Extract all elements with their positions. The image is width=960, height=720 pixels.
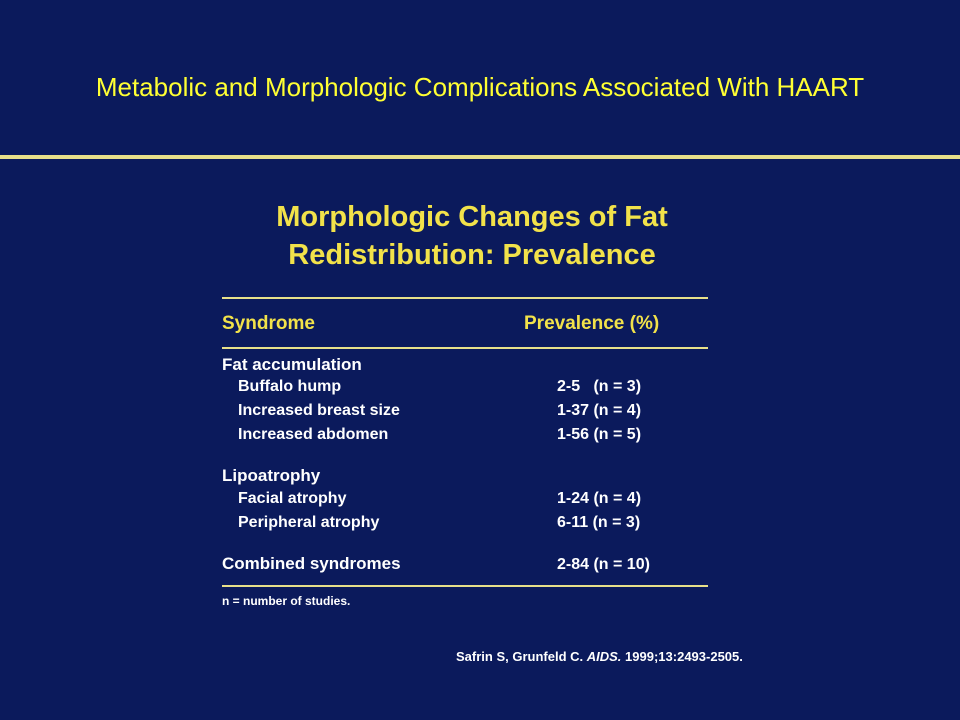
- row-label-buffalo-hump: Buffalo hump: [238, 378, 342, 395]
- column-header-syndrome: Syndrome: [222, 313, 315, 334]
- row-value-peripheral-atrophy: 6-11 (n = 3): [557, 514, 641, 531]
- group-label-fat-accumulation: Fat accumulation: [222, 355, 362, 374]
- title-divider: [0, 155, 960, 159]
- table-top-rule: [222, 297, 708, 299]
- table-heading: [222, 198, 722, 274]
- row-label-increased-abdomen: Increased abdomen: [238, 426, 389, 443]
- row-label-increased-breast-size: Increased breast size: [238, 402, 400, 419]
- citation-authors: Safrin S, Grunfeld C.: [456, 649, 584, 664]
- row-value-increased-breast-size: 1-37 (n = 4): [557, 402, 642, 419]
- row-value-facial-atrophy: 1-24 (n = 4): [557, 490, 642, 507]
- table-header-rule: [222, 347, 708, 349]
- group-label-lipoatrophy: Lipoatrophy: [222, 466, 321, 485]
- table-footnote: n = number of studies.: [222, 594, 351, 608]
- column-header-prevalence: Prevalence (%): [524, 313, 660, 334]
- citation: [456, 648, 743, 666]
- slide-title: Metabolic and Morphologic Complications Associated With HAART: [95, 72, 865, 102]
- row-value-increased-abdomen: 1-56 (n = 5): [557, 426, 642, 443]
- row-label-combined-syndromes: Combined syndromes: [222, 554, 401, 573]
- citation-details: 1999;13:2493-2505.: [625, 649, 743, 664]
- row-value-buffalo-hump: 2-5 (n = 3): [557, 378, 642, 395]
- row-value-combined-syndromes: 2-84 (n = 10): [557, 556, 650, 573]
- table-bottom-rule: [222, 585, 708, 587]
- citation-journal: AIDS.: [586, 649, 622, 664]
- table-heading-line-2: Redistribution: Prevalence: [288, 239, 656, 271]
- row-label-peripheral-atrophy: Peripheral atrophy: [238, 514, 380, 531]
- row-label-facial-atrophy: Facial atrophy: [238, 490, 347, 507]
- table-heading-line-1: Morphologic Changes of Fat: [276, 201, 668, 233]
